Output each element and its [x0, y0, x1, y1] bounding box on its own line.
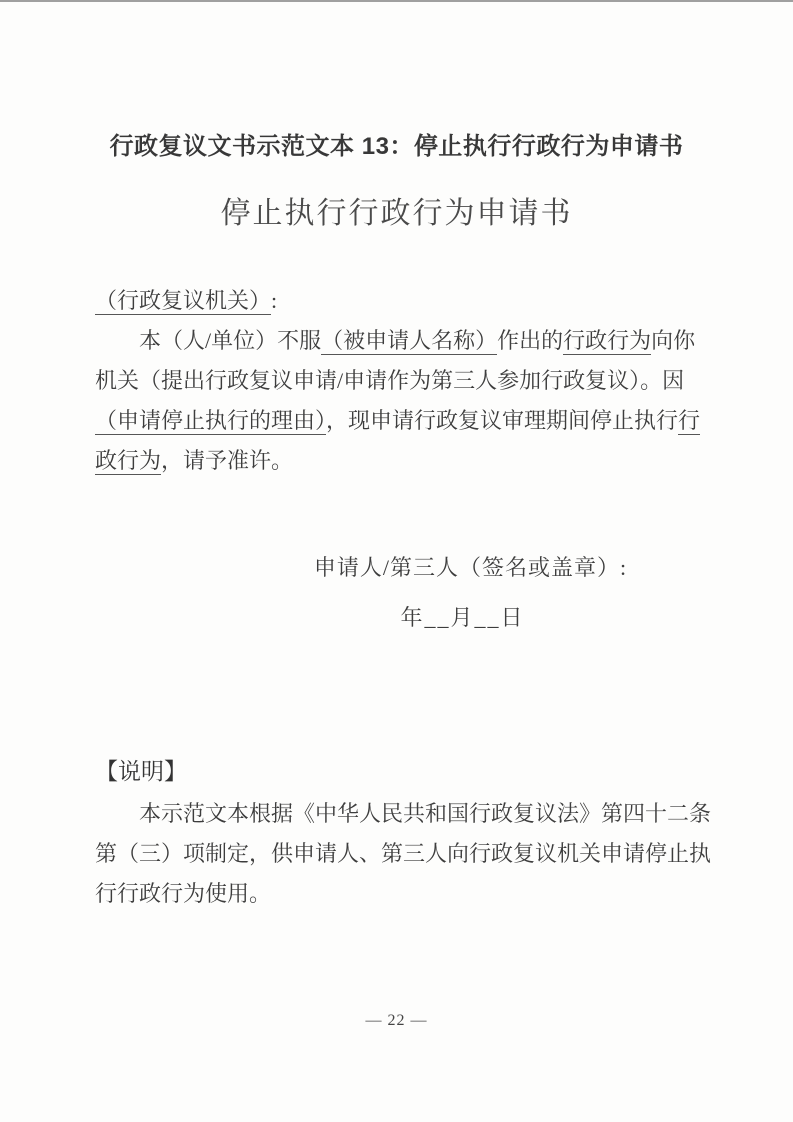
body-text-segment: : — [271, 288, 278, 313]
fill-in-blank-text: （被申请人名称） — [321, 328, 498, 353]
notes-body — [95, 794, 712, 914]
body-text-segment: 机关（提出行政复议申请/申请作为第三人参加行政复议）。因 — [95, 368, 685, 393]
doc-series-label: 行政复议文书示范文本 13：停止执行行政行为申请书 — [109, 133, 684, 160]
body-text-segment: 作出的 — [497, 328, 564, 353]
signature-block — [0, 551, 793, 632]
body-line — [95, 441, 707, 481]
notes-section — [95, 752, 712, 914]
body-line — [95, 361, 707, 401]
notes-line: 第（三）项制定，供申请人、第三人向行政复议机关申请停止执 — [95, 841, 712, 866]
fill-in-blank-text: 政行为 — [95, 448, 162, 473]
page-number: — 22 — — [365, 1012, 428, 1029]
notes-line: 行行政行为使用。 — [95, 881, 272, 906]
body-line — [95, 321, 707, 361]
fill-in-blank-text: （行政复议机关） — [95, 288, 272, 313]
date-line: 年__月__日 — [400, 605, 525, 630]
fill-in-blank-text: 行政行为 — [563, 328, 652, 353]
signature-line: 申请人/第三人（签名或盖章）: — [313, 555, 628, 580]
document-title: 停止执行行政行为申请书 — [220, 197, 573, 230]
scan-edge-artifact — [0, 0, 793, 2]
fill-in-blank-text: （申请停止执行的理由） — [95, 408, 327, 433]
body-text-segment: 本（人/单位）不服 — [139, 328, 322, 353]
notes-heading: 【说明】 — [95, 759, 187, 784]
body-paragraph — [95, 281, 707, 481]
body-text-segment: ，请予准许。 — [161, 448, 294, 473]
fill-in-blank-text: 行 — [678, 408, 701, 433]
body-text-segment: 向你 — [651, 328, 696, 353]
body-line — [95, 401, 707, 441]
notes-line: 本示范文本根据《中华人民共和国行政复议法》第四十二条 — [139, 801, 712, 826]
body-text-segment: ，现申请行政复议审理期间停止执行 — [326, 408, 679, 433]
body-line — [95, 281, 707, 321]
